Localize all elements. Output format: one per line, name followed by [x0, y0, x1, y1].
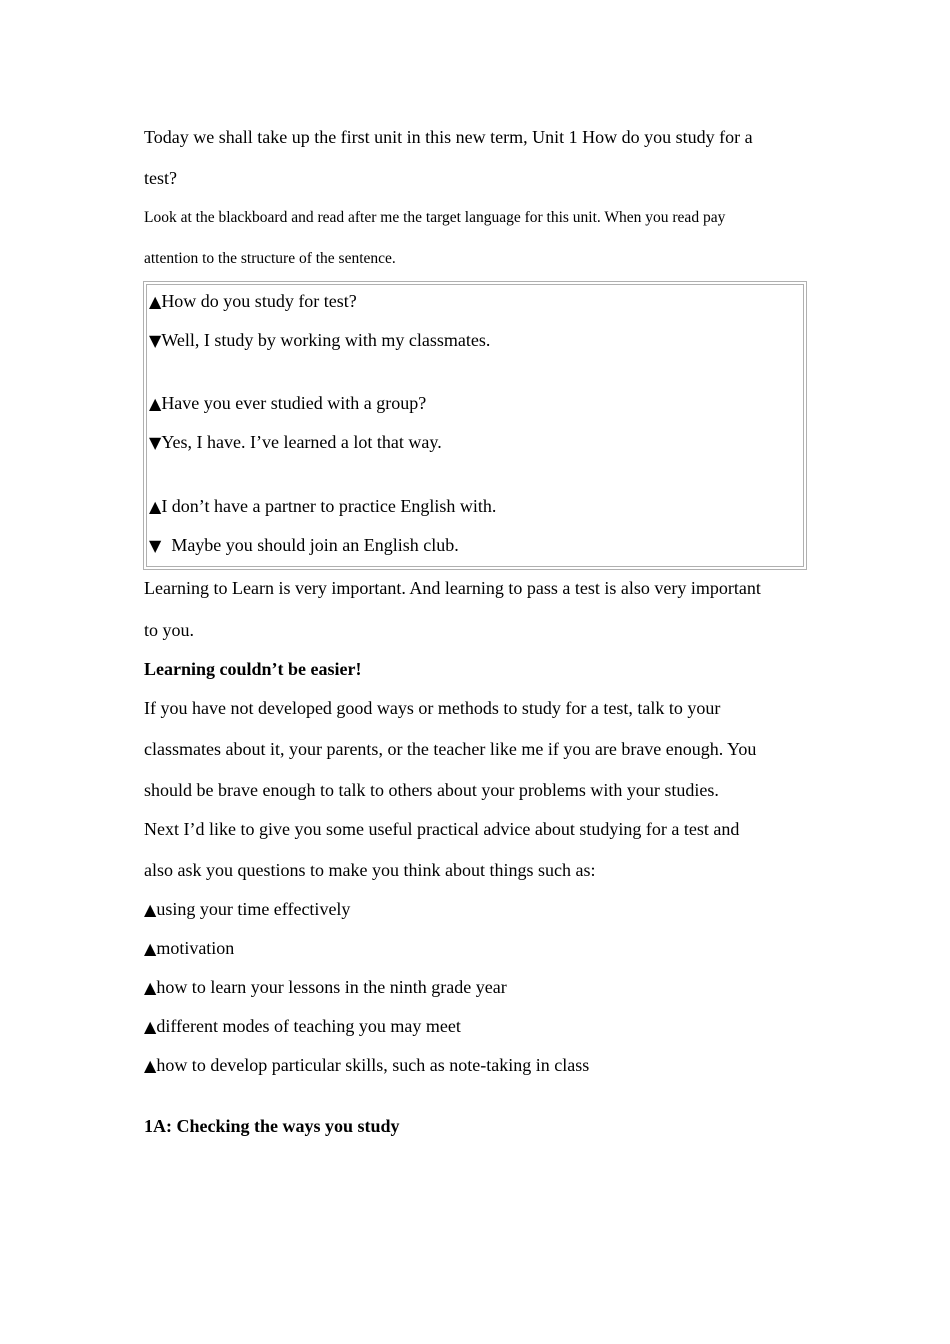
bullet-item: [144, 937, 234, 960]
section-heading-1a: 1A: Checking the ways you study: [144, 1116, 400, 1136]
down-triangle-icon: ▼: [149, 536, 162, 555]
intro-line-2: test?: [144, 168, 177, 188]
up-triangle-icon: ▲: [149, 497, 162, 516]
paragraph-1-line-2: to you.: [144, 620, 195, 640]
dialog-line: [149, 431, 442, 454]
intro-line-1: Today we shall take up the first unit in this new term, Unit 1 How do you study for a: [144, 127, 753, 147]
dialog-line: [149, 534, 459, 557]
bullet-text: motivation: [156, 938, 235, 958]
dialog-line: [149, 495, 496, 518]
bullet-text: how to learn your lessons in the ninth grade year: [156, 977, 507, 997]
bullet-text: using your time effectively: [156, 899, 351, 919]
paragraph-1-line-1: Learning to Learn is very important. And learning to pass a test is also very important: [144, 578, 761, 598]
dialog-line: [149, 329, 490, 352]
dialog-line: [149, 290, 357, 313]
dialog-text: Maybe you should join an English club.: [171, 535, 459, 555]
target-language-box: [146, 284, 804, 567]
up-triangle-icon: ▲: [144, 1056, 157, 1075]
up-triangle-icon: ▲: [144, 939, 157, 958]
up-triangle-icon: ▲: [149, 394, 162, 413]
down-triangle-icon: ▼: [149, 331, 162, 350]
up-triangle-icon: ▲: [149, 292, 162, 311]
bullet-item: [144, 1015, 461, 1038]
dialog-text: Yes, I have. I’ve learned a lot that way.: [161, 432, 442, 452]
instruction-line-2: attention to the structure of the sentence.: [144, 250, 396, 267]
down-triangle-icon: ▼: [149, 433, 162, 452]
up-triangle-icon: ▲: [144, 1017, 157, 1036]
dialog-text: Well, I study by working with my classmates.: [161, 330, 491, 350]
bullet-text: different modes of teaching you may meet: [156, 1016, 461, 1036]
up-triangle-icon: ▲: [144, 900, 157, 919]
up-triangle-icon: ▲: [144, 978, 157, 997]
paragraph-3-line-1: Next I’d like to give you some useful practical advice about studying for a test and: [144, 819, 740, 839]
dialog-text: How do you study for test?: [161, 291, 357, 311]
paragraph-2-line-1: If you have not developed good ways or methods to study for a test, talk to your: [144, 698, 721, 718]
paragraph-2-line-2: classmates about it, your parents, or the teacher like me if you are brave enough. You: [144, 739, 757, 759]
bullet-item: [144, 1054, 589, 1077]
bullet-text: how to develop particular skills, such as note-taking in class: [156, 1055, 590, 1075]
bullet-item: [144, 976, 507, 999]
dialog-text: I don’t have a partner to practice English with.: [161, 496, 497, 516]
paragraph-2-line-3: should be brave enough to talk to others about your problems with your studies.: [144, 780, 719, 800]
bullet-item: [144, 898, 350, 921]
dialog-text: Have you ever studied with a group?: [161, 393, 427, 413]
dialog-line: [149, 392, 426, 415]
paragraph-3-line-2: also ask you questions to make you think about things such as:: [144, 860, 596, 880]
section-heading: Learning couldn’t be easier!: [144, 659, 362, 679]
instruction-line-1: Look at the blackboard and read after me the target language for this unit. When you read pay: [144, 209, 726, 226]
